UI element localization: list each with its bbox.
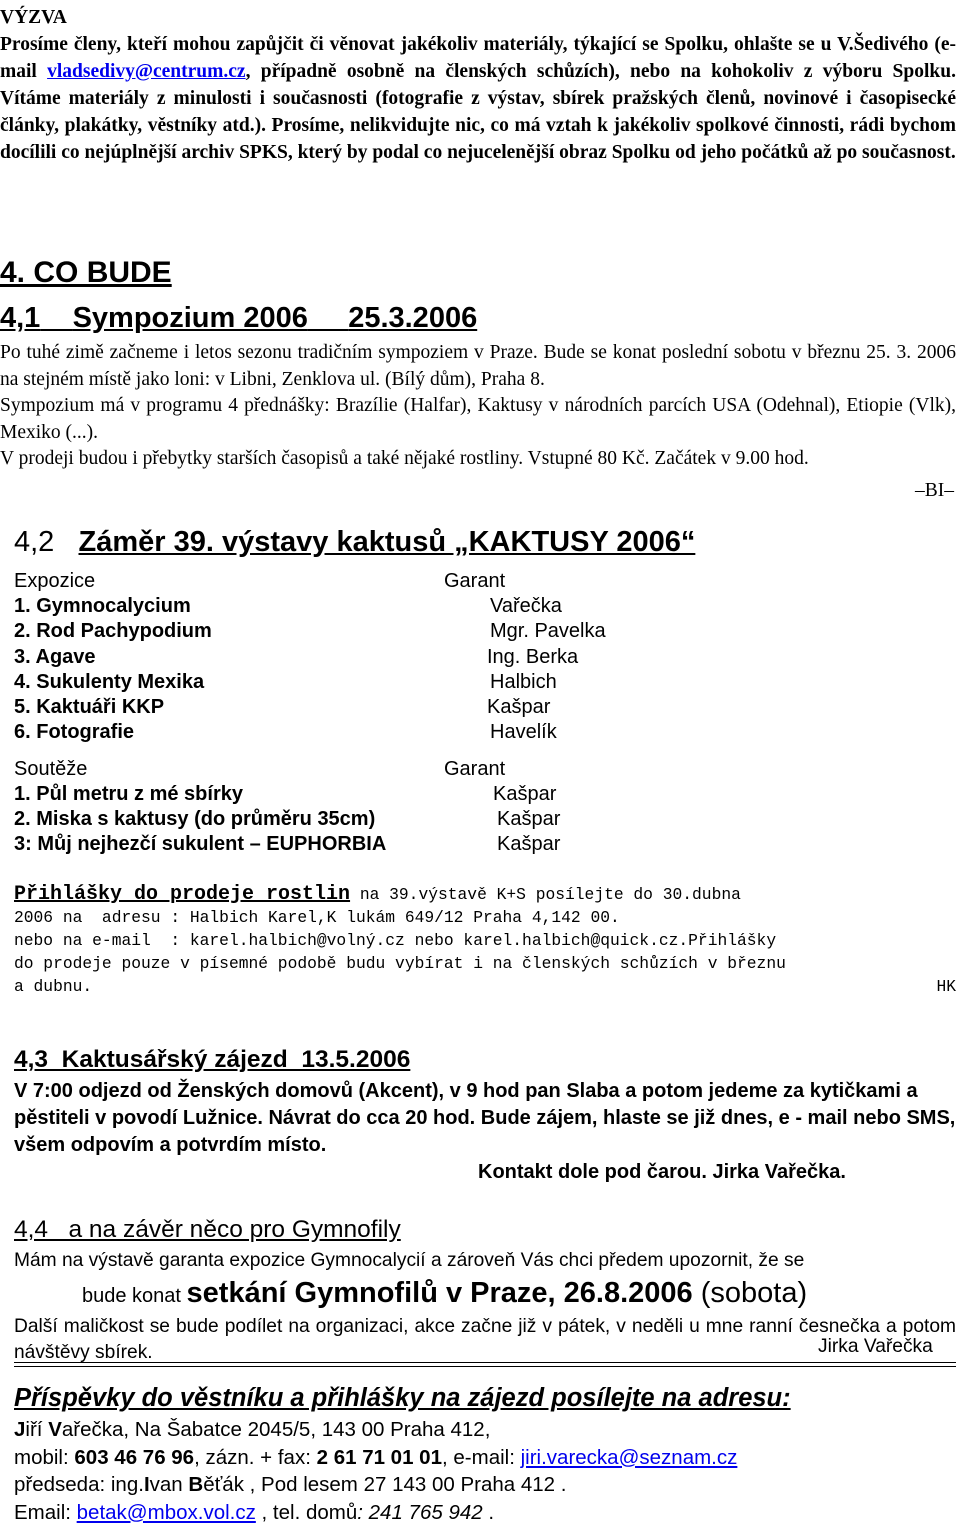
co-bude-heading: 4. CO BUDE — [0, 256, 172, 289]
contact-initial: B — [188, 1473, 204, 1496]
sympozium-num: 4,1 — [0, 302, 41, 334]
gymnofily-meeting: setkání Gymnofilů v Praze, 26.8.2006 — [186, 1277, 693, 1309]
tel-label: , tel. domů — [255, 1500, 358, 1524]
email2-label: Email: — [14, 1500, 77, 1524]
contact-body — [14, 1416, 956, 1526]
prihlasky-line-1-rest: na 39.výstavě K+S posílejte do 30.dubna — [350, 885, 741, 904]
contact-text: ěťák , Pod lesem 27 143 00 Praha 412 . — [203, 1473, 567, 1496]
contact-text: . — [482, 1500, 495, 1524]
mobil-number: 603 46 76 96 — [74, 1445, 195, 1469]
sympozium-heading — [0, 302, 477, 335]
prihlasky-line-1 — [14, 883, 956, 906]
vyzva-section — [0, 4, 956, 166]
souteze-garant: Kašpar — [497, 833, 561, 855]
garant-header: Garant — [444, 758, 506, 780]
contact-initial: I — [143, 1473, 150, 1496]
souteze-name: 1. Půl metru z mé sbírky — [14, 783, 243, 805]
prihlasky-line-2: 2006 na adresu : Halbich Karel,K lukám 649/12 Praha 4,142 00. — [14, 908, 620, 927]
prihlasky-lead: Přihlášky do prodeje rostlin — [14, 883, 351, 906]
expozice-name: 1. Gymnocalycium — [14, 595, 191, 617]
prihlasky-sign: HK — [936, 977, 956, 996]
expozice-garant: Kašpar — [487, 696, 551, 718]
garant-header: Garant — [444, 570, 506, 592]
prihlasky-line-5 — [14, 975, 956, 998]
expozice-garant: Ing. Berka — [487, 646, 579, 668]
prihlasky-block — [14, 883, 956, 998]
souteze-name: 3: Můj nejhezčí sukulent – EUPHORBIA — [14, 833, 387, 855]
expozice-garant: Halbich — [490, 671, 557, 693]
contact-text: iří — [25, 1418, 49, 1441]
prihlasky-line-5-text: a dubnu. — [14, 977, 93, 996]
expozice-garant: Mgr. Pavelka — [490, 620, 606, 642]
contact-phone-line — [14, 1444, 956, 1472]
contact-text: ařečka, Na Šabatce 2045/5, 143 00 Praha 412, — [61, 1418, 491, 1441]
email-label: , e-mail: — [442, 1445, 521, 1469]
souteze-garant: Kašpar — [497, 808, 561, 830]
gymnofily-heading: 4,4 a na závěr něco pro Gymnofily — [14, 1216, 401, 1243]
souteze-garant: Kašpar — [493, 783, 557, 805]
zajezd-heading: 4,3 Kaktusářský zájezd 13.5.2006 — [14, 1046, 411, 1073]
gymnofily-p2-c: (sobota) — [692, 1277, 808, 1309]
gymnofily-p1: Mám na výstavě garanta expozice Gymnocalycií a zároveň Vás chci předem upozornit, že se — [14, 1250, 805, 1271]
zamer-title: Záměr 39. výstavy kaktusů „KAKTUSY 2006“ — [78, 526, 696, 558]
fax-label: , zázn. + fax: — [194, 1445, 317, 1469]
gymnofily-p2-a: bude konat — [82, 1285, 187, 1307]
divider — [14, 1362, 956, 1367]
expozice-name: 4. Sukulenty Mexika — [14, 671, 205, 693]
gymnofily-body — [14, 1248, 956, 1366]
contact-email2-line — [14, 1499, 956, 1527]
zajezd-p1: V 7:00 odjezd od Ženských domovů (Akcent), v 9 hod pan Slaba a potom jedeme za kytičkami a pěstiteli v povodí Lužnice. Návrat do cca 20 hod. Bude zájem, hlaste se již dnes, e - mail nebo SMS, všem odpovím a potvrdím místo. — [14, 1080, 956, 1156]
souteze-header: Soutěže — [14, 758, 88, 780]
prihlasky-line-4: do prodeje pouze v písemné podobě budu vybírat i na členských schůzích v březnu — [14, 954, 786, 973]
sympozium-p1: Po tuhé zimě začneme i letos sezonu tradičním sympoziem v Praze. Bude se konat poslední sobotu v březnu 25. 3. 2006 na stejném místě jako loni: v Libni, Zenklova ul. (Bílý dům), Praha 8. — [0, 342, 956, 390]
contact-email2-link[interactable]: betak@mbox.vol.cz — [76, 1500, 256, 1524]
expozice-name: 6. Fotografie — [14, 721, 135, 743]
contact-initial: J — [14, 1418, 26, 1441]
zajezd-p2: Kontakt dole pod čarou. Jirka Vařečka. — [478, 1161, 846, 1183]
contact-email-link[interactable]: jiri.varecka@seznam.cz — [520, 1445, 738, 1469]
expozice-garant: Havelík — [490, 721, 557, 743]
expozice-name: 3. Agave — [14, 646, 96, 668]
expozice-name: 2. Rod Pachypodium — [14, 620, 212, 642]
fax-number: 2 61 71 01 01 — [316, 1445, 442, 1469]
sympozium-p3-text: V prodeji budou i přebytky starších časopisů a také nějaké rostliny. Vstupné 80 Kč. Začátek v 9.00 hod. — [0, 448, 809, 469]
vyzva-paragraph — [0, 31, 956, 166]
contact-name-line — [14, 1416, 956, 1444]
tel-number: : 241 765 942 — [357, 1500, 483, 1524]
zajezd-body — [14, 1078, 956, 1186]
sympozium-p3 — [0, 446, 956, 473]
gymnofily-p3 — [14, 1314, 956, 1366]
sympozium-p2: Sympozium má v programu 4 přednášky: Brazílie (Halfar), Kaktusy v národních parcích USA (Odehnal), Etiopie (Vlk), Mexiko (...). — [0, 395, 956, 443]
gymnofily-sign: Jirka Vařečka — [818, 1336, 933, 1357]
sympozium-sign: –BI– — [915, 480, 954, 501]
contact-heading: Příspěvky do věstníku a přihlášky na zájezd posílejte na adresu: — [14, 1384, 791, 1412]
expozice-name: 5. Kaktuáři KKP — [14, 696, 165, 718]
vyzva-text-a: Prosíme členy, kteří mohou zapůjčit či věnovat jakékoliv materiály, týkající se Spolku, ohlašte se u V.Šedivého (e-mail — [0, 34, 956, 82]
vyzva-title: VÝZVA — [0, 7, 67, 28]
sympozium-date: 25.3.2006 — [348, 302, 478, 334]
prihlasky-line-3: nebo na e-mail : karel.halbich@volný.cz nebo karel.halbich@quick.cz.Přihlášky — [14, 931, 777, 950]
vyzva-email-link[interactable]: vladsedivy@centrum.cz — [47, 61, 246, 82]
zamer-num: 4,2 — [14, 526, 55, 558]
zamer-heading — [14, 526, 695, 559]
sympozium-body — [0, 340, 956, 473]
gymnofily-p2 — [14, 1276, 956, 1314]
vyzva-text-b: , případně osobně na členských schůzích), nebo na kohokoliv z výboru Spolku. Vítáme materiály z minulosti i současnosti (fotografie z výstav, sbírek pražských členů, novinové i časopisecké články, plakátky, věstníky atd.). Prosíme, nelikvidujte nic, co má vztah k jakékoliv spolkové činnosti, rádi bychom docílili co nejúplnější archiv SPKS, který by podal co nejucelenější obraz Spolku od jeho počátků až po současnost. — [0, 61, 956, 163]
gymnofily-p3-text: Další maličkost se bude podílet na organizaci, akce začne již v pátek, v neděli u mne ranní česnečka a potom návštěvy sbírek. — [14, 1316, 956, 1363]
contact-initial: V — [48, 1418, 62, 1441]
contact-predseda-line — [14, 1471, 956, 1499]
sympozium-title: Sympozium 2006 — [72, 302, 308, 334]
expozice-header: Expozice — [14, 570, 96, 592]
mobil-label: mobil: — [14, 1445, 75, 1469]
expozice-garant: Vařečka — [490, 595, 562, 617]
souteze-name: 2. Miska s kaktusy (do průměru 35cm) — [14, 808, 376, 830]
contact-text: předseda: ing. — [14, 1473, 144, 1496]
contact-text: van — [149, 1473, 189, 1496]
